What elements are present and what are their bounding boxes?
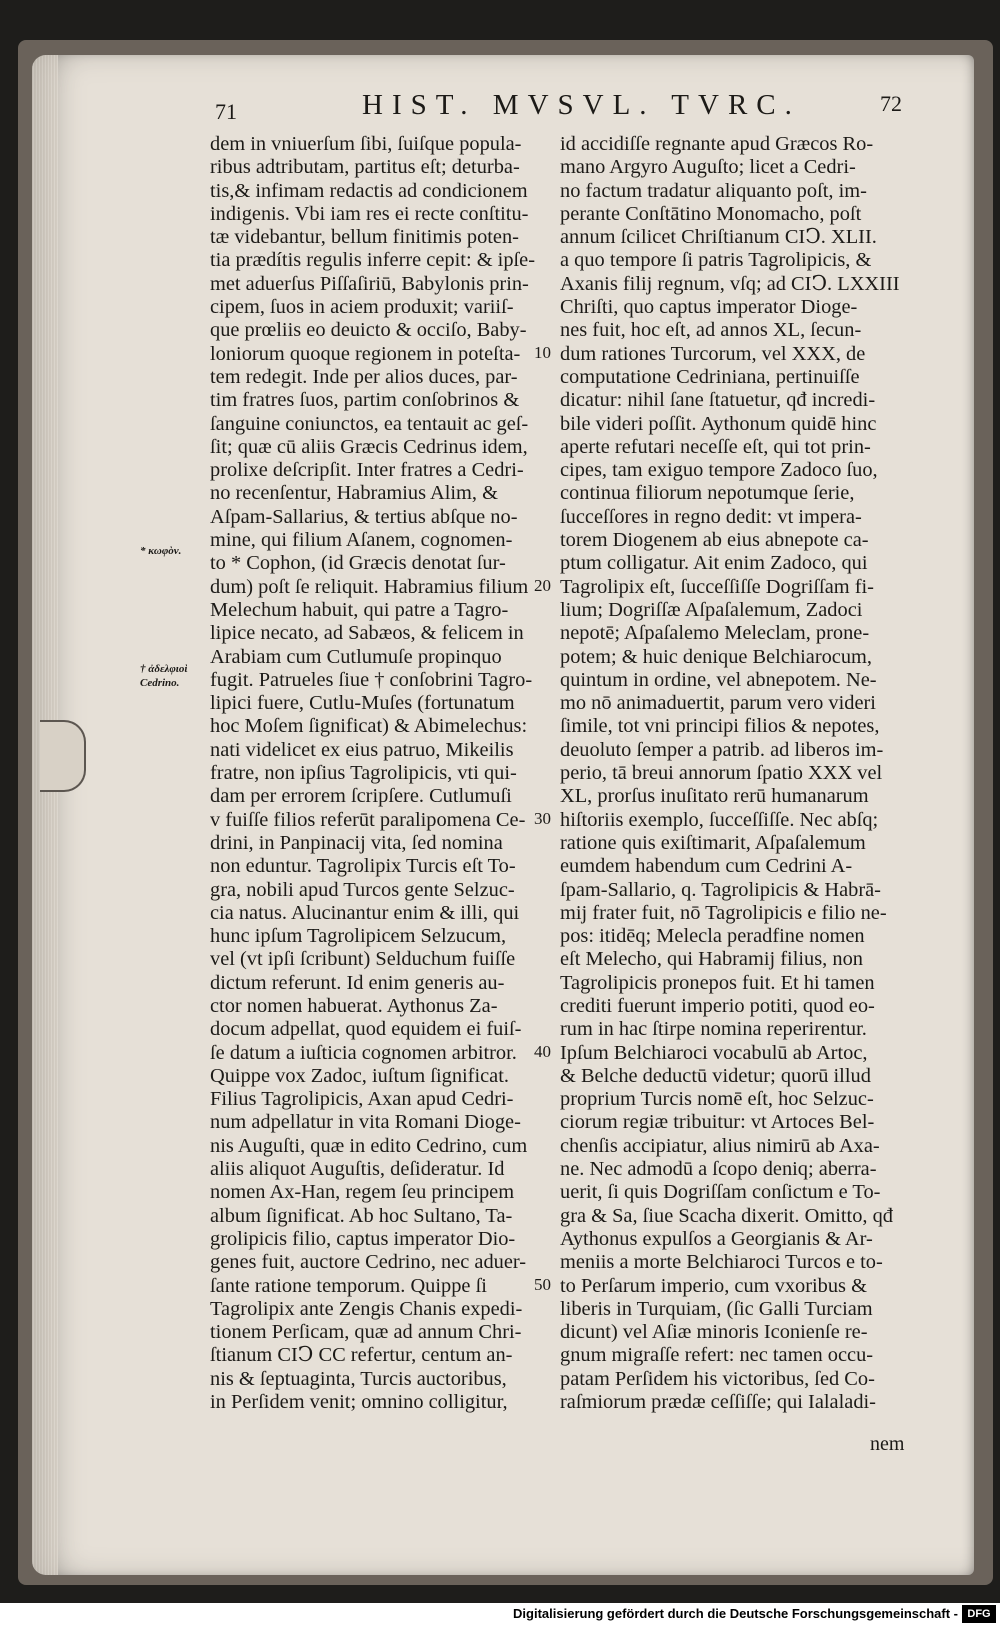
page-number-left: 71 <box>215 99 237 124</box>
right-column-line: nepotē; Aſpaſalemo Meleclam, prone- <box>560 622 870 645</box>
right-column-line: XL, prorſus inuſitato rerū humanarum <box>560 785 869 808</box>
right-column-line: bile videri poſſit. Aythonum quidē hinc <box>560 412 877 435</box>
right-column-line: nes fuit, hoc eſt, ad annos XL, ſecun- <box>560 319 862 342</box>
left-column-line: cia natus. Alucinantur enim & illi, qui <box>210 901 520 924</box>
left-column-line: to * Cophon, (id Græcis denotat ſur- <box>210 552 506 575</box>
left-column-line: Aſpam-Sallarius, & tertius abſque no- <box>210 505 518 528</box>
left-column-line: dem in vniuerſum ſibi, ſuiſque popula- <box>210 133 522 155</box>
right-column-line: uerit, ſi quis Dogriſſam conſictum e To- <box>560 1181 881 1204</box>
margin-note-cedrino: Cedrino. <box>140 677 180 689</box>
left-column-line: grolipicis filio, captus imperator Dio- <box>210 1227 516 1250</box>
left-column-line: prolixe deſcripſit. Inter fratres a Cedri- <box>210 459 524 482</box>
right-column-line: crediti fuerunt imperio potiti, quod eo- <box>560 994 875 1017</box>
left-column-line: tim fratres ſuos, partim conſobrinos & <box>210 389 520 412</box>
left-column-line: met aduerſus Piſſaſiriū, Babylonis prin- <box>210 272 529 295</box>
dfg-logo-icon: DFG <box>962 1605 996 1623</box>
right-column-line: patam Perſidem his victoribus, ſed Co- <box>560 1367 875 1390</box>
right-column-line: dicunt) vel Aſiæ minoris Iconienſe re- <box>560 1321 868 1344</box>
right-column-line: raſmiorum prædæ ceſſiſſe; qui Ialaladi- <box>560 1391 876 1414</box>
left-column-line: hunc ipſum Tagrolipicem Selzucum, <box>210 925 507 948</box>
left-column-line: tia prædítis regulis inferre cepit: & ipſe- <box>210 249 536 272</box>
page-number-right: 72 <box>880 91 902 116</box>
footer-credit: Digitalisierung gefördert durch die Deutsche Forschungsgemeinschaft - <box>513 1606 958 1621</box>
left-column-line: dum) poſt ſe reliquit. Habramius filium <box>210 575 529 598</box>
left-column-line: dam per errorem ſcripſere. Cutlumuſi <box>210 785 512 808</box>
left-column-line: drini, in Panpinacij vita, ſed nomina <box>210 831 503 854</box>
left-column-line: vel (vt ipſi ſcribunt) Selduchum fuiſſe <box>210 948 516 971</box>
line-number: 10 <box>534 342 551 362</box>
right-column-line: a quo tempore ſi patris Tagrolipicis, & <box>560 249 872 272</box>
right-column-line: perio, tā breui annorum ſpatio XXX vel <box>560 762 883 785</box>
left-column-line: ſit; quæ cū aliis Græcis Cedrinus idem, <box>210 435 528 458</box>
left-column-line: lipici fuere, Cutlu-Muſes (fortunatum <box>210 692 515 715</box>
right-text-column <box>560 133 922 1414</box>
right-column-line: ne. Nec admodū a ſcopo deniq; aberra- <box>560 1158 877 1181</box>
page-edges <box>32 55 58 1575</box>
left-column-line: in Perſidem venit; omnino colligitur, <box>210 1391 508 1414</box>
book-page <box>32 55 974 1575</box>
left-column-line: Filius Tagrolipicis, Axan apud Cedri- <box>210 1088 514 1111</box>
right-column-line: meniis a morte Belchiaroci Turcos e to- <box>560 1251 883 1274</box>
left-column-line: gra, nobili apud Turcos gente Selzuc- <box>210 878 515 901</box>
left-column-line: hoc Moſem ſignificat) & Abimelechus: <box>210 715 528 738</box>
line-number: 30 <box>534 808 551 828</box>
running-head <box>32 89 974 125</box>
left-column-line: album ſignificat. Ab hoc Sultano, Ta- <box>210 1204 513 1227</box>
right-column-line: deuoluto ſemper a patrib. ad liberos im- <box>560 738 884 761</box>
right-column-line: ſpam-Sallario, q. Tagrolipicis & Habrā- <box>560 878 881 901</box>
right-column-line: gra & Sa, ſiue Scacha dixerit. Omitto, qđ <box>560 1204 893 1227</box>
right-column-line: continua filiorum nepotumque ſerie, <box>560 482 855 505</box>
right-column-line: to Perſarum imperio, cum vxoribus & <box>560 1274 867 1297</box>
footer-bar <box>0 1603 1000 1627</box>
left-column-line: loniorum quoque regionem in poteſta- <box>210 342 521 365</box>
right-column-line: gnum migraſſe refert: nec tamen occu- <box>560 1344 874 1367</box>
right-column-line: mij frater fuit, nō Tagrolipicis e filio ne- <box>560 901 887 924</box>
right-column-line: dum rationes Turcorum, vel XXX, de <box>560 342 866 365</box>
right-column-line: ptum colligatur. Ait enim Zadoco, qui <box>560 552 868 575</box>
right-column-line: mano Argyro Auguſto; licet a Cedri- <box>560 156 856 179</box>
left-column-line: Arabiam cum Cutlumuſe propinquo <box>210 645 502 668</box>
left-column-line: tæ videbantur, bellum finitimis poten- <box>210 226 519 249</box>
right-column-line: Aythonus expulſos a Georgianis & Ar- <box>560 1227 873 1250</box>
right-column-line: aperte refutari neceſſe eſt, qui tot prin- <box>560 435 871 458</box>
right-column-line: ratione quis exiſtimarit, Aſpaſalemum <box>560 831 866 854</box>
right-column-line: & Belche deductū videtur; quorū illud <box>560 1064 871 1087</box>
running-title: HIST. MVSVL. TVRC. <box>362 89 801 121</box>
left-column-line: ctor nomen habuerat. Aythonus Za- <box>210 994 498 1017</box>
line-number: 50 <box>534 1274 551 1294</box>
right-column-line: proprium Turcis nomē eſt, hoc Selzuc- <box>560 1088 874 1111</box>
left-column-line: Tagrolipix ante Zengis Chanis expedi- <box>210 1297 523 1320</box>
left-column-line: aliis aliquot Auguſtis, deſideratur. Id <box>210 1158 505 1181</box>
left-column-line: nis & ſeptuaginta, Turcis auctoribus, <box>210 1367 507 1390</box>
left-column-line: nomen Ax-Han, regem ſeu principem <box>210 1181 515 1204</box>
right-column-line: Axanis filij regnum, vſq; ad CIↃ. LXXIII <box>560 272 900 295</box>
right-column-line: Tagrolipicis pronepos fuit. Et hi tamen <box>560 971 875 994</box>
left-column-line: tionem Perſicam, quæ ad annum Chri- <box>210 1321 522 1344</box>
left-column-line: v fuiſſe filios referūt paralipomena Ce- <box>210 808 526 831</box>
left-column-line: non eduntur. Tagrolipix Turcis eſt To- <box>210 855 516 878</box>
left-text-column <box>210 133 540 1414</box>
margin-note-adelphioi: † ἀδελφιοὶ <box>140 663 188 675</box>
left-column-line: ribus adtributam, partitus eſt; deturba- <box>210 156 520 179</box>
left-column-line: genes fuit, auctore Cedrino, nec aduer- <box>210 1251 527 1274</box>
right-column-line: cipes, tam exiguo tempore Zadoco ſuo, <box>560 459 878 482</box>
left-column-line: nati videlicet ex eius patruo, Mikeilis <box>210 738 514 761</box>
right-column-line: hiſtoriis exemplo, ſucceſſiſſe. Nec abſq; <box>560 808 879 831</box>
left-column-line: docum adpellat, quod equidem ei fuiſ- <box>210 1018 522 1041</box>
left-column-line: fratre, non ipſius Tagrolipicis, vti qui- <box>210 762 517 785</box>
page-clip <box>40 720 86 792</box>
left-column-line: nis Auguſti, quæ in edito Cedrino, cum <box>210 1134 528 1157</box>
right-column-line: potem; & huic denique Belchiarocum, <box>560 645 873 668</box>
line-number: 40 <box>534 1041 551 1061</box>
right-column-line: rum in hac ſtirpe nomina reperirentur. <box>560 1018 867 1041</box>
right-column-line: chenſis accipiatur, alius nimirū ab Axa- <box>560 1134 880 1157</box>
right-column-line: Ipſum Belchiaroci vocabulū ab Artoc, <box>560 1041 868 1064</box>
left-column-line: ſe datum a iuſticia cognomen arbitror. <box>210 1041 517 1064</box>
right-column-line: perante Conſtātino Monomacho, poſt <box>560 202 862 225</box>
right-column-line: Chriſti, quo captus imperator Dioge- <box>560 296 858 319</box>
right-column-line: ciorum regiæ tribuitur: vt Artoces Bel- <box>560 1111 875 1134</box>
left-column-line: num adpellatur in vita Romani Dioge- <box>210 1111 521 1134</box>
right-column-line: annum ſcilicet Chriſtianum CIↃ. XLII. <box>560 226 877 249</box>
right-column-line: torem Diogenem ab eius abnepote ca- <box>560 529 869 552</box>
right-column-line: pos: itidēq; Melecla peradfine nomen <box>560 925 865 948</box>
right-column-line: id accidiſſe regnante apud Græcos Ro- <box>560 133 874 155</box>
right-column-line: ſucceſſores in regno dedit: vt impera- <box>560 505 862 528</box>
line-number: 20 <box>534 575 551 595</box>
right-column-line: no factum tradatur aliquanto poſt, im- <box>560 179 867 202</box>
left-column-line: fugit. Patrueles ſiue † conſobrini Tagro- <box>210 668 533 691</box>
left-column-line: indigenis. Vbi iam res ei recte conſtitu- <box>210 202 529 225</box>
left-column-line: ſante ratione temporum. Quippe ſi <box>210 1274 487 1297</box>
left-column-line: tis,& infimam redactis ad condicionem <box>210 179 528 202</box>
catchword: nem <box>870 1433 905 1455</box>
left-column-line: lipice necato, ad Sabæos, & felicem in <box>210 622 524 645</box>
margin-note-cophon: * κωφὸν. <box>140 545 182 557</box>
right-column-line: ſimile, tot vni principi filios & nepotes, <box>560 715 880 738</box>
left-column-line: dictum referunt. Id enim generis au- <box>210 971 505 994</box>
left-column-line: mine, qui filium Aſanem, cognomen- <box>210 529 513 552</box>
right-column-line: liberis in Turquiam, (ſic Galli Turciam <box>560 1297 873 1320</box>
right-column-line: dicatur: nihil ſane ſtatuetur, qđ incredi- <box>560 389 876 412</box>
left-column-line: Quippe vox Zadoc, iuſtum ſignificat. <box>210 1064 509 1087</box>
left-column-line: ſanguine coniunctos, ea tentauit ac geſ- <box>210 412 529 435</box>
right-column-line: computatione Cedriniana, pertinuiſſe <box>560 365 860 388</box>
right-column-line: lium; Dogriſſæ Aſpaſalemum, Zadoci <box>560 598 863 621</box>
right-column-line: mo nō animaduertit, parum vero videri <box>560 692 876 715</box>
left-column-line: cipem, ſuos in aciem produxit; variiſ- <box>210 296 514 319</box>
right-column-line: eumdem habendum cum Cedrini A- <box>560 855 853 878</box>
right-column-line: Tagrolipix eſt, ſucceſſiſſe Dogriſſam fi- <box>560 575 874 598</box>
left-column-line: Melechum habuit, qui patre a Tagro- <box>210 598 509 621</box>
left-column-line: ſtianum CIↃ CC refertur, centum an- <box>210 1344 513 1367</box>
left-column-line: que prœliis eo deuicto & occiſo, Baby- <box>210 319 527 342</box>
right-column-line: quintum in ordine, vel abnepotem. Ne- <box>560 668 877 691</box>
right-column-line: eſt Melecho, qui Habramij filius, non <box>560 948 863 971</box>
left-column-line: no recenſentur, Habramius Alim, & <box>210 482 498 505</box>
left-column-line: tem redegit. Inde per alios duces, par- <box>210 365 518 388</box>
